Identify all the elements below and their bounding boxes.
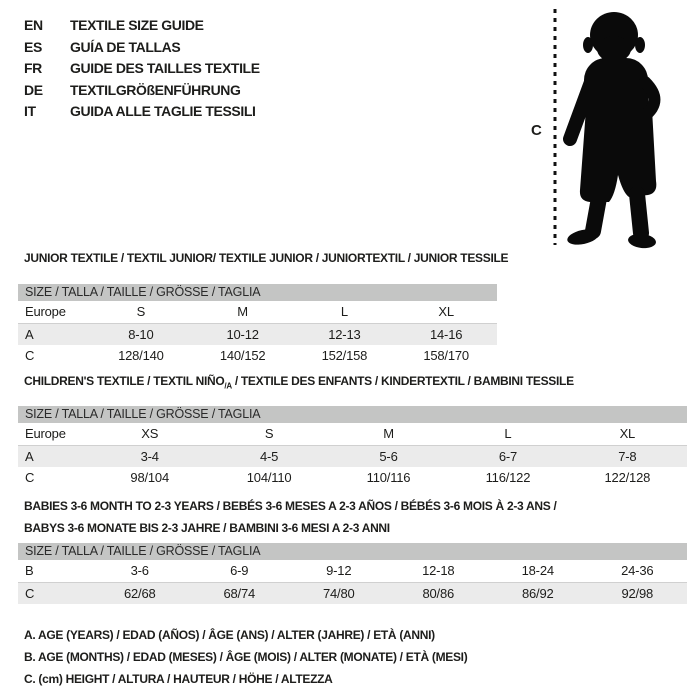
language-label: GUÍA DE TALLAS [70, 38, 181, 55]
legend-line-a: A. AGE (YEARS) / EDAD (AÑOS) / ÂGE (ANS) / ALTER (JAHRE) / ETÀ (ANNI) [24, 628, 435, 642]
junior-size-table [18, 284, 497, 367]
legend [24, 624, 467, 690]
size-cell: 98/104 [130, 470, 169, 485]
row-label: A [25, 327, 34, 342]
size-cell: 158/170 [423, 348, 469, 363]
babies-size-table [18, 543, 687, 604]
size-cell: 74/80 [322, 586, 355, 601]
size-cell: 12-18 [422, 563, 455, 578]
size-cell: 104/110 [246, 470, 292, 485]
size-cell: 6-7 [498, 449, 518, 464]
children-size-table [18, 406, 687, 489]
size-cell: S [264, 426, 274, 441]
row-label: C [25, 586, 35, 601]
size-cell: S [136, 304, 146, 319]
size-cell: 3-6 [130, 563, 149, 578]
children-title-post: / TEXTILE DES ENFANTS / KINDERTEXTIL / BAMBINI TESSILE [231, 374, 574, 388]
language-label: GUIDA ALLE TAGLIE TESSILI [70, 103, 256, 120]
row-label: A [25, 449, 34, 464]
size-cell: 116/122 [485, 470, 531, 485]
size-cell: XS [141, 426, 159, 441]
size-cell: 7-8 [618, 449, 637, 464]
size-cell: 14-16 [430, 327, 463, 342]
table-row-age-months [18, 560, 687, 582]
size-header-bar: SIZE / TALLA / TAILLE / GRÖSSE / TAGLIA [18, 543, 687, 560]
junior-table-title: JUNIOR TEXTILE / TEXTIL JUNIOR/ TEXTILE JUNIOR / JUNIORTEXTIL / JUNIOR TESSILE [24, 251, 509, 265]
size-cell: 12-13 [328, 327, 361, 342]
size-cell: 18-24 [521, 563, 554, 578]
legend-line-c: C. (cm) HEIGHT / ALTURA / HAUTEUR / HÖHE / ALTEZZA [24, 672, 333, 686]
language-row-de [24, 80, 260, 102]
table-row-height [18, 467, 687, 489]
size-cell: L [340, 304, 348, 319]
size-cell: 3-4 [140, 449, 159, 464]
size-cell: L [504, 426, 512, 441]
language-code: EN [24, 17, 43, 33]
size-cell: 110/116 [366, 470, 411, 485]
children-title-sub: /A [224, 381, 232, 391]
size-cell: 92/98 [621, 586, 654, 601]
size-cell: 9-12 [326, 563, 352, 578]
row-label: Europe [25, 426, 66, 441]
size-cell: M [237, 304, 248, 319]
size-cell: 6-9 [230, 563, 249, 578]
language-row-fr [24, 58, 260, 80]
row-label: B [25, 563, 34, 578]
size-cell: 4-5 [260, 449, 279, 464]
language-code: FR [24, 60, 42, 77]
language-label: GUIDE DES TAILLES TEXTILE [70, 60, 260, 77]
row-label: C [25, 470, 35, 485]
babies-title-line1: BABIES 3-6 MONTH TO 2-3 YEARS / BEBÉS 3-6 MESES A 2-3 AÑOS / BÉBÉS 3-6 MOIS À 2-3 ANS / [24, 499, 557, 513]
size-cell: 86/92 [521, 586, 554, 601]
language-code: DE [24, 81, 43, 98]
row-label: C [25, 348, 35, 363]
language-label: TEXTILGRÖßENFÜHRUNG [70, 81, 241, 98]
size-cell: 5-6 [379, 449, 398, 464]
size-cell: 152/158 [321, 348, 368, 363]
size-cell: 24-36 [621, 563, 654, 578]
table-row-europe [18, 423, 687, 445]
row-label: Europe [25, 304, 66, 319]
size-cell: 140/152 [219, 348, 266, 363]
size-cell: 122/128 [604, 470, 651, 485]
size-cell: XL [438, 304, 454, 319]
size-cell: 80/86 [422, 586, 455, 601]
language-list [24, 15, 260, 123]
language-row-it [24, 101, 260, 123]
language-code: ES [24, 38, 42, 55]
table-row-age [18, 323, 497, 345]
language-label: TEXTILE SIZE GUIDE [70, 17, 204, 33]
legend-line-b: B. AGE (MONTHS) / EDAD (MESES) / ÂGE (MOIS) / ALTER (MONATE) / ETÀ (MESI) [24, 650, 468, 664]
size-cell: XL [619, 426, 636, 441]
size-header-bar: SIZE / TALLA / TAILLE / GRÖSSE / TAGLIA [18, 406, 687, 423]
children-table-title [24, 374, 574, 390]
language-row-es [24, 37, 260, 59]
size-cell: 8-10 [128, 327, 154, 342]
size-cell: M [383, 426, 394, 441]
language-code: IT [24, 103, 36, 120]
children-title-pre: CHILDREN'S TEXTILE / TEXTIL NIÑO [24, 374, 225, 388]
size-cell: 68/74 [223, 586, 256, 601]
table-row-height [18, 582, 687, 604]
toddler-silhouette-icon [525, 4, 695, 254]
size-header-bar: SIZE / TALLA / TAILLE / GRÖSSE / TAGLIA [18, 284, 497, 301]
size-cell: 128/140 [118, 348, 164, 363]
table-row-age [18, 445, 687, 467]
size-cell: 10-12 [226, 327, 259, 342]
babies-title-line2: BABYS 3-6 MONATE BIS 2-3 JAHRE / BAMBINI 3-6 MESI A 2-3 ANNI [24, 520, 390, 535]
table-row-europe [18, 301, 497, 323]
table-row-height [18, 345, 497, 367]
height-measure-label: C [531, 122, 542, 139]
size-cell: 62/68 [123, 586, 156, 601]
language-row-en [24, 15, 260, 37]
babies-table-title [24, 496, 556, 539]
